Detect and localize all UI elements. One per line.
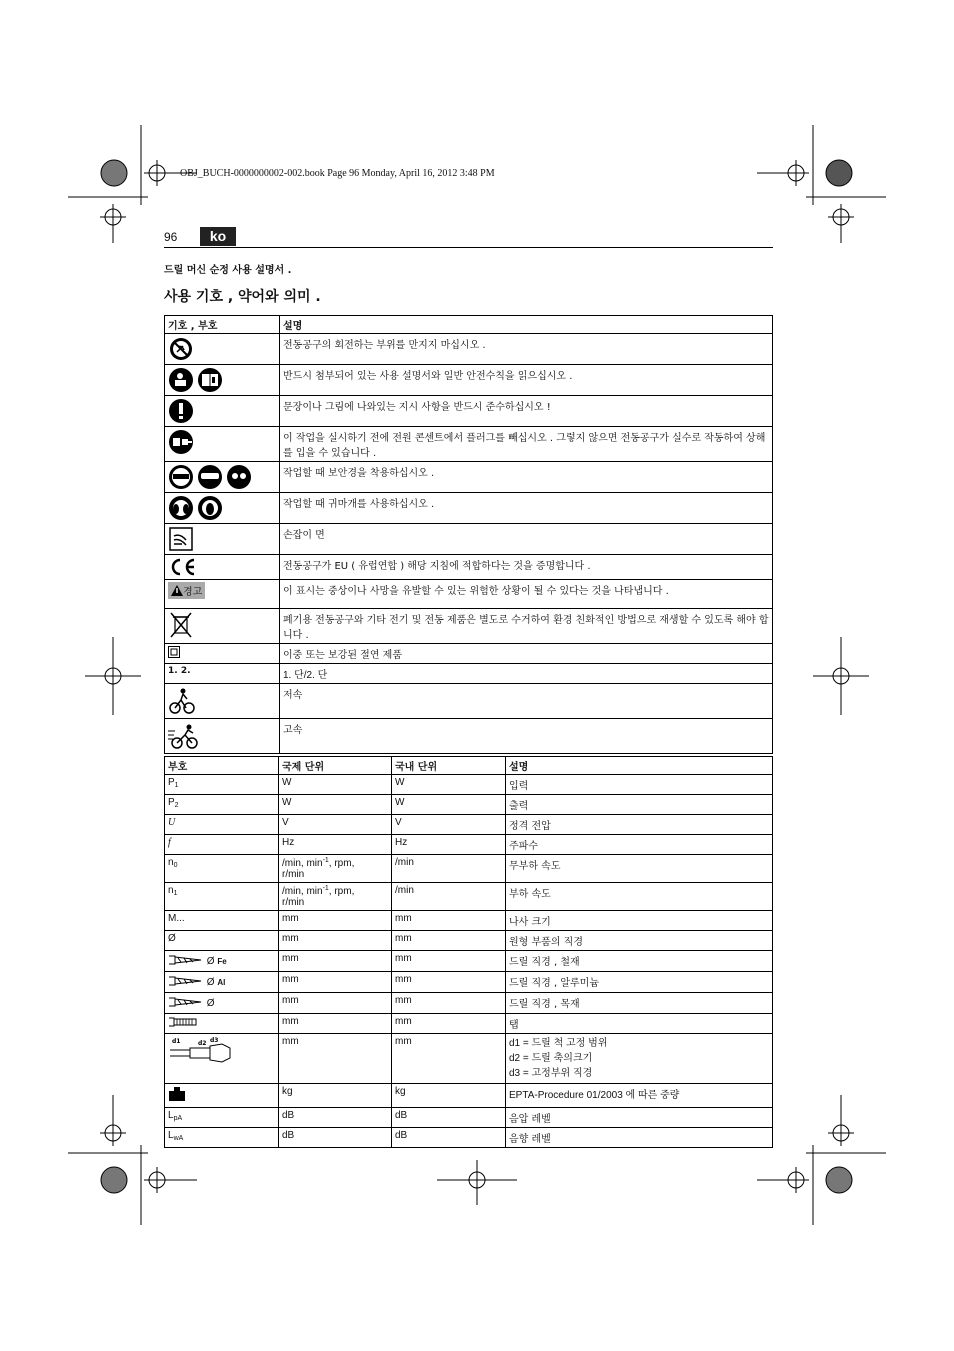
table-row: [165, 1108, 773, 1128]
table-header-row: [165, 757, 773, 775]
intl-unit-line2: r/min: [282, 869, 305, 880]
table-row: [165, 334, 773, 365]
symbol-cell: Ø: [165, 931, 279, 951]
intl-unit: W: [279, 795, 392, 815]
table-row: [165, 719, 773, 754]
symbols-table: [164, 315, 773, 754]
table-row: [165, 365, 773, 396]
column-header-symbol: 부호: [165, 757, 279, 775]
symbol-cell: [165, 951, 279, 972]
unit-description: 입력: [506, 775, 773, 795]
symbol-cell: [165, 1128, 279, 1148]
intl-unit-rest: , rpm,: [328, 886, 355, 897]
diameter-symbol: Ø: [206, 998, 215, 1009]
chuck-desc-line: d3 = 고정부위 직경: [509, 1068, 593, 1079]
chuck-desc-line: d1 = 드릴 척 고정 범위: [509, 1038, 608, 1049]
document-subtitle: 드릴 머신 순정 사용 설명서 .: [164, 265, 292, 276]
unit-description: 주파수: [506, 835, 773, 855]
units-table: [164, 756, 773, 1148]
file-info-line: OBJ_BUCH-0000000002-002.book Page 96 Monday, April 16, 2012 3:48 PM: [180, 168, 495, 179]
symbol-cell: [165, 883, 279, 911]
local-unit: /min: [392, 855, 506, 883]
row-description: 폐기용 전동공구와 기타 전기 및 전동 제품은 별도로 수거하여 환경 친화적인 방법으로 재생할 수 있도록 해야 합니다 .: [280, 609, 773, 644]
table-row: [165, 580, 773, 609]
symbol-cell: f: [165, 835, 279, 855]
symbol-subscript: 1: [174, 782, 179, 789]
intl-unit-superscript: -1: [322, 885, 329, 892]
symbol-cell: [165, 1108, 279, 1128]
column-header-description: 설명: [506, 757, 773, 775]
svg-text:d2: d2: [198, 1040, 207, 1047]
svg-text:d3: d3: [210, 1037, 219, 1044]
unit-description: 드릴 직경 , 철재: [506, 951, 773, 972]
symbol-main: L: [168, 1130, 174, 1141]
header-rule: [164, 247, 773, 248]
crossed-bin-icon: [168, 611, 194, 639]
intl-unit: dB: [279, 1128, 392, 1148]
local-unit: Hz: [392, 835, 506, 855]
drill-aluminium-icon: [168, 974, 204, 988]
row-description: 전동공구가 EU ( 유럽연합 ) 해당 지침에 적합하다는 것을 증명합니다 .: [280, 555, 773, 580]
local-unit: mm: [392, 993, 506, 1014]
warning-triangle-icon: [171, 585, 183, 596]
symbol-cell: [165, 1084, 279, 1108]
intl-unit: mm: [279, 951, 392, 972]
intl-unit-text: /min, min: [282, 858, 323, 869]
page-number: 96: [164, 230, 178, 244]
no-touch-rotating-icon: [168, 336, 194, 362]
unit-description: 원형 부품의 직경: [506, 931, 773, 951]
unit-description: 음향 레벨: [506, 1128, 773, 1148]
local-unit: dB: [392, 1128, 506, 1148]
column-header-local-unit: 국내 단위: [392, 757, 506, 775]
symbol-main: P: [168, 777, 175, 788]
local-unit: mm: [392, 972, 506, 993]
table-row: [165, 1014, 773, 1034]
symbol-cell: [165, 1014, 279, 1034]
table-row: [165, 1128, 773, 1148]
table-row: [165, 993, 773, 1014]
drill-steel-icon: [168, 953, 204, 967]
intl-unit: dB: [279, 1108, 392, 1128]
unit-description: 음압 레벨: [506, 1108, 773, 1128]
diameter-symbol: Ø: [206, 977, 215, 988]
unit-description: 나사 크기: [506, 911, 773, 931]
attention-icon: [168, 398, 194, 424]
table-row: [165, 684, 773, 719]
table-row: [165, 644, 773, 664]
page-title: 사용 기호 , 약어와 의미 .: [164, 289, 321, 305]
symbol-cell: [165, 855, 279, 883]
symbol-subscript: pA: [173, 1115, 183, 1122]
unit-description: 부하 속도: [506, 883, 773, 911]
intl-unit: Hz: [279, 835, 392, 855]
table-row: [165, 883, 773, 911]
intl-unit-text: /min, min: [282, 886, 323, 897]
double-insulation-icon: [168, 646, 180, 658]
table-row: [165, 835, 773, 855]
unit-description: 드릴 직경 , 목재: [506, 993, 773, 1014]
row-description: 이 표시는 중상이나 사망을 유발할 수 있는 위험한 상황이 될 수 있다는 것을 나타냅니다 .: [280, 580, 773, 609]
intl-unit-rest: , rpm,: [328, 858, 355, 869]
table-row: [165, 972, 773, 993]
svg-text:d1: d1: [172, 1038, 181, 1045]
table-row: [165, 951, 773, 972]
intl-unit: mm: [279, 931, 392, 951]
table-row: [165, 1084, 773, 1108]
row-description: 이중 또는 보강된 절연 제품: [280, 644, 773, 664]
local-unit: mm: [392, 911, 506, 931]
table-row: [165, 815, 773, 835]
local-unit: mm: [392, 1034, 506, 1084]
table-row: [165, 493, 773, 524]
table-row: [165, 664, 773, 684]
intl-unit: mm: [279, 1014, 392, 1034]
row-description: 작업할 때 귀마개를 사용하십시오 .: [280, 493, 773, 524]
intl-unit: [279, 883, 392, 911]
unit-description: 드릴 직경 , 알루미늄: [506, 972, 773, 993]
unit-description: EPTA-Procedure 01/2003 에 따른 중량: [506, 1084, 773, 1108]
unit-description: 출력: [506, 795, 773, 815]
weight-icon: [168, 1086, 186, 1102]
symbol-cell: U: [165, 815, 279, 835]
symbol-subscript: 2: [174, 802, 179, 809]
drill-wood-icon: [168, 995, 204, 1009]
symbol-subscript: wA: [173, 1135, 184, 1142]
intl-unit: mm: [279, 1034, 392, 1084]
slow-cyclist-icon: [168, 686, 196, 716]
chuck-dimensions-icon: [168, 1036, 232, 1064]
intl-unit: mm: [279, 972, 392, 993]
row-description: 문장이나 그림에 나와있는 지시 사항을 반드시 준수하십시오 !: [280, 396, 773, 427]
row-description: 전동공구의 회전하는 부위를 만지지 마십시오 .: [280, 334, 773, 365]
table-row: [165, 911, 773, 931]
intl-unit-line2: r/min: [282, 897, 305, 908]
unit-description: 무부하 속도: [506, 855, 773, 883]
intl-unit: kg: [279, 1084, 392, 1108]
table-row: [165, 524, 773, 555]
row-description: 반드시 첨부되어 있는 사용 설명서와 일반 안전수칙을 읽으십시오 .: [280, 365, 773, 396]
intl-unit: W: [279, 775, 392, 795]
unit-description: [506, 1034, 773, 1084]
symbol-cell: [165, 795, 279, 815]
table-row: [165, 462, 773, 493]
intl-unit-superscript: -1: [322, 857, 329, 864]
material-suffix: Fe: [217, 957, 227, 966]
symbol-main: n: [168, 857, 174, 868]
row-description: 손잡이 면: [280, 524, 773, 555]
material-suffix: Al: [217, 978, 226, 987]
unit-description: 탭: [506, 1014, 773, 1034]
table-row: [165, 1034, 773, 1084]
local-unit: mm: [392, 1014, 506, 1034]
table-header-row: [165, 316, 773, 334]
table-row: [165, 855, 773, 883]
gear-stage-icon: 1. 2.: [168, 666, 191, 676]
column-header-description: 설명: [280, 316, 773, 334]
ce-mark-icon: [168, 557, 198, 577]
eye-protection-icon: [168, 464, 252, 490]
diameter-symbol: Ø: [206, 956, 215, 967]
chuck-desc-line: d2 = 드릴 축의크기: [509, 1053, 593, 1064]
fast-cyclist-icon: [168, 721, 200, 751]
local-unit: W: [392, 775, 506, 795]
table-row: [165, 427, 773, 462]
row-description: 저속: [280, 684, 773, 719]
row-description: 고속: [280, 719, 773, 754]
symbol-subscript: 1: [173, 890, 178, 897]
column-header-intl-unit: 국제 단위: [279, 757, 392, 775]
warning-badge: [168, 582, 205, 599]
unplug-icon: [168, 429, 194, 455]
unit-description: 정격 전압: [506, 815, 773, 835]
local-unit: /min: [392, 883, 506, 911]
local-unit: kg: [392, 1084, 506, 1108]
read-manual-icon: [168, 367, 224, 393]
intl-unit: mm: [279, 911, 392, 931]
table-row: [165, 931, 773, 951]
symbol-main: L: [168, 1110, 174, 1121]
symbol-main: P: [168, 797, 175, 808]
row-description: 작업할 때 보안경을 착용하십시오 .: [280, 462, 773, 493]
symbol-cell: [165, 972, 279, 993]
local-unit: dB: [392, 1108, 506, 1128]
row-description: 이 작업을 실시하기 전에 전원 콘센트에서 플러그를 빼십시오 . 그렇지 않으면 전동공구가 실수로 작동하여 상해를 입을 수 있습니다 .: [280, 427, 773, 462]
table-row: [165, 555, 773, 580]
tap-icon: [168, 1016, 198, 1028]
warning-badge-label: 경고: [183, 587, 203, 598]
grip-surface-icon: [168, 526, 194, 552]
local-unit: V: [392, 815, 506, 835]
table-row: [165, 396, 773, 427]
ear-protection-icon: [168, 495, 224, 521]
table-row: [165, 775, 773, 795]
local-unit: mm: [392, 951, 506, 972]
symbol-cell: M...: [165, 911, 279, 931]
row-description: 1. 단/2. 단: [280, 664, 773, 684]
symbol-cell: [165, 993, 279, 1014]
symbol-main: n: [168, 885, 174, 896]
symbol-subscript: 0: [173, 862, 178, 869]
symbol-cell: [165, 775, 279, 795]
local-unit: mm: [392, 931, 506, 951]
intl-unit: [279, 855, 392, 883]
intl-unit: V: [279, 815, 392, 835]
intl-unit: mm: [279, 993, 392, 1014]
table-row: [165, 795, 773, 815]
column-header-symbol: 기호 , 부호: [165, 316, 280, 334]
symbol-cell: [165, 1034, 279, 1084]
language-badge: ko: [200, 227, 236, 246]
local-unit: W: [392, 795, 506, 815]
table-row: [165, 609, 773, 644]
